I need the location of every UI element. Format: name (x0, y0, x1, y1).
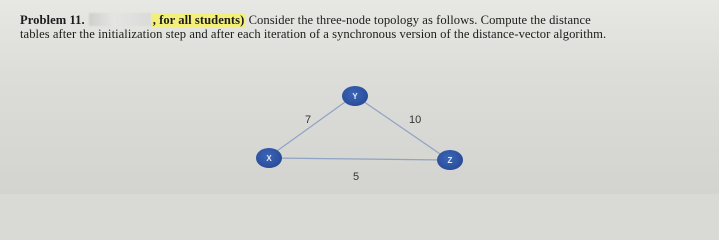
edge-x-y (270, 97, 352, 156)
edge-label-x-y: 7 (305, 114, 312, 126)
edge-y-z (357, 97, 446, 158)
problem-text-line-2: tables after the initialization step and after each iteration of a synchronous version of the distance-vector algorithm. (20, 27, 607, 41)
edge-label-x-z: 5 (353, 171, 360, 183)
problem-label: Problem 11. (20, 13, 85, 27)
node-y: Y (342, 86, 368, 106)
node-x: X (256, 148, 282, 168)
edge-x-z (270, 158, 446, 160)
problem-text-line-1: Consider the three-node topology as follows. Compute the distance (245, 13, 591, 27)
edge-label-y-z: 10 (409, 114, 422, 126)
node-z: Z (437, 150, 463, 170)
highlighted-note: , for all students) (152, 13, 245, 27)
